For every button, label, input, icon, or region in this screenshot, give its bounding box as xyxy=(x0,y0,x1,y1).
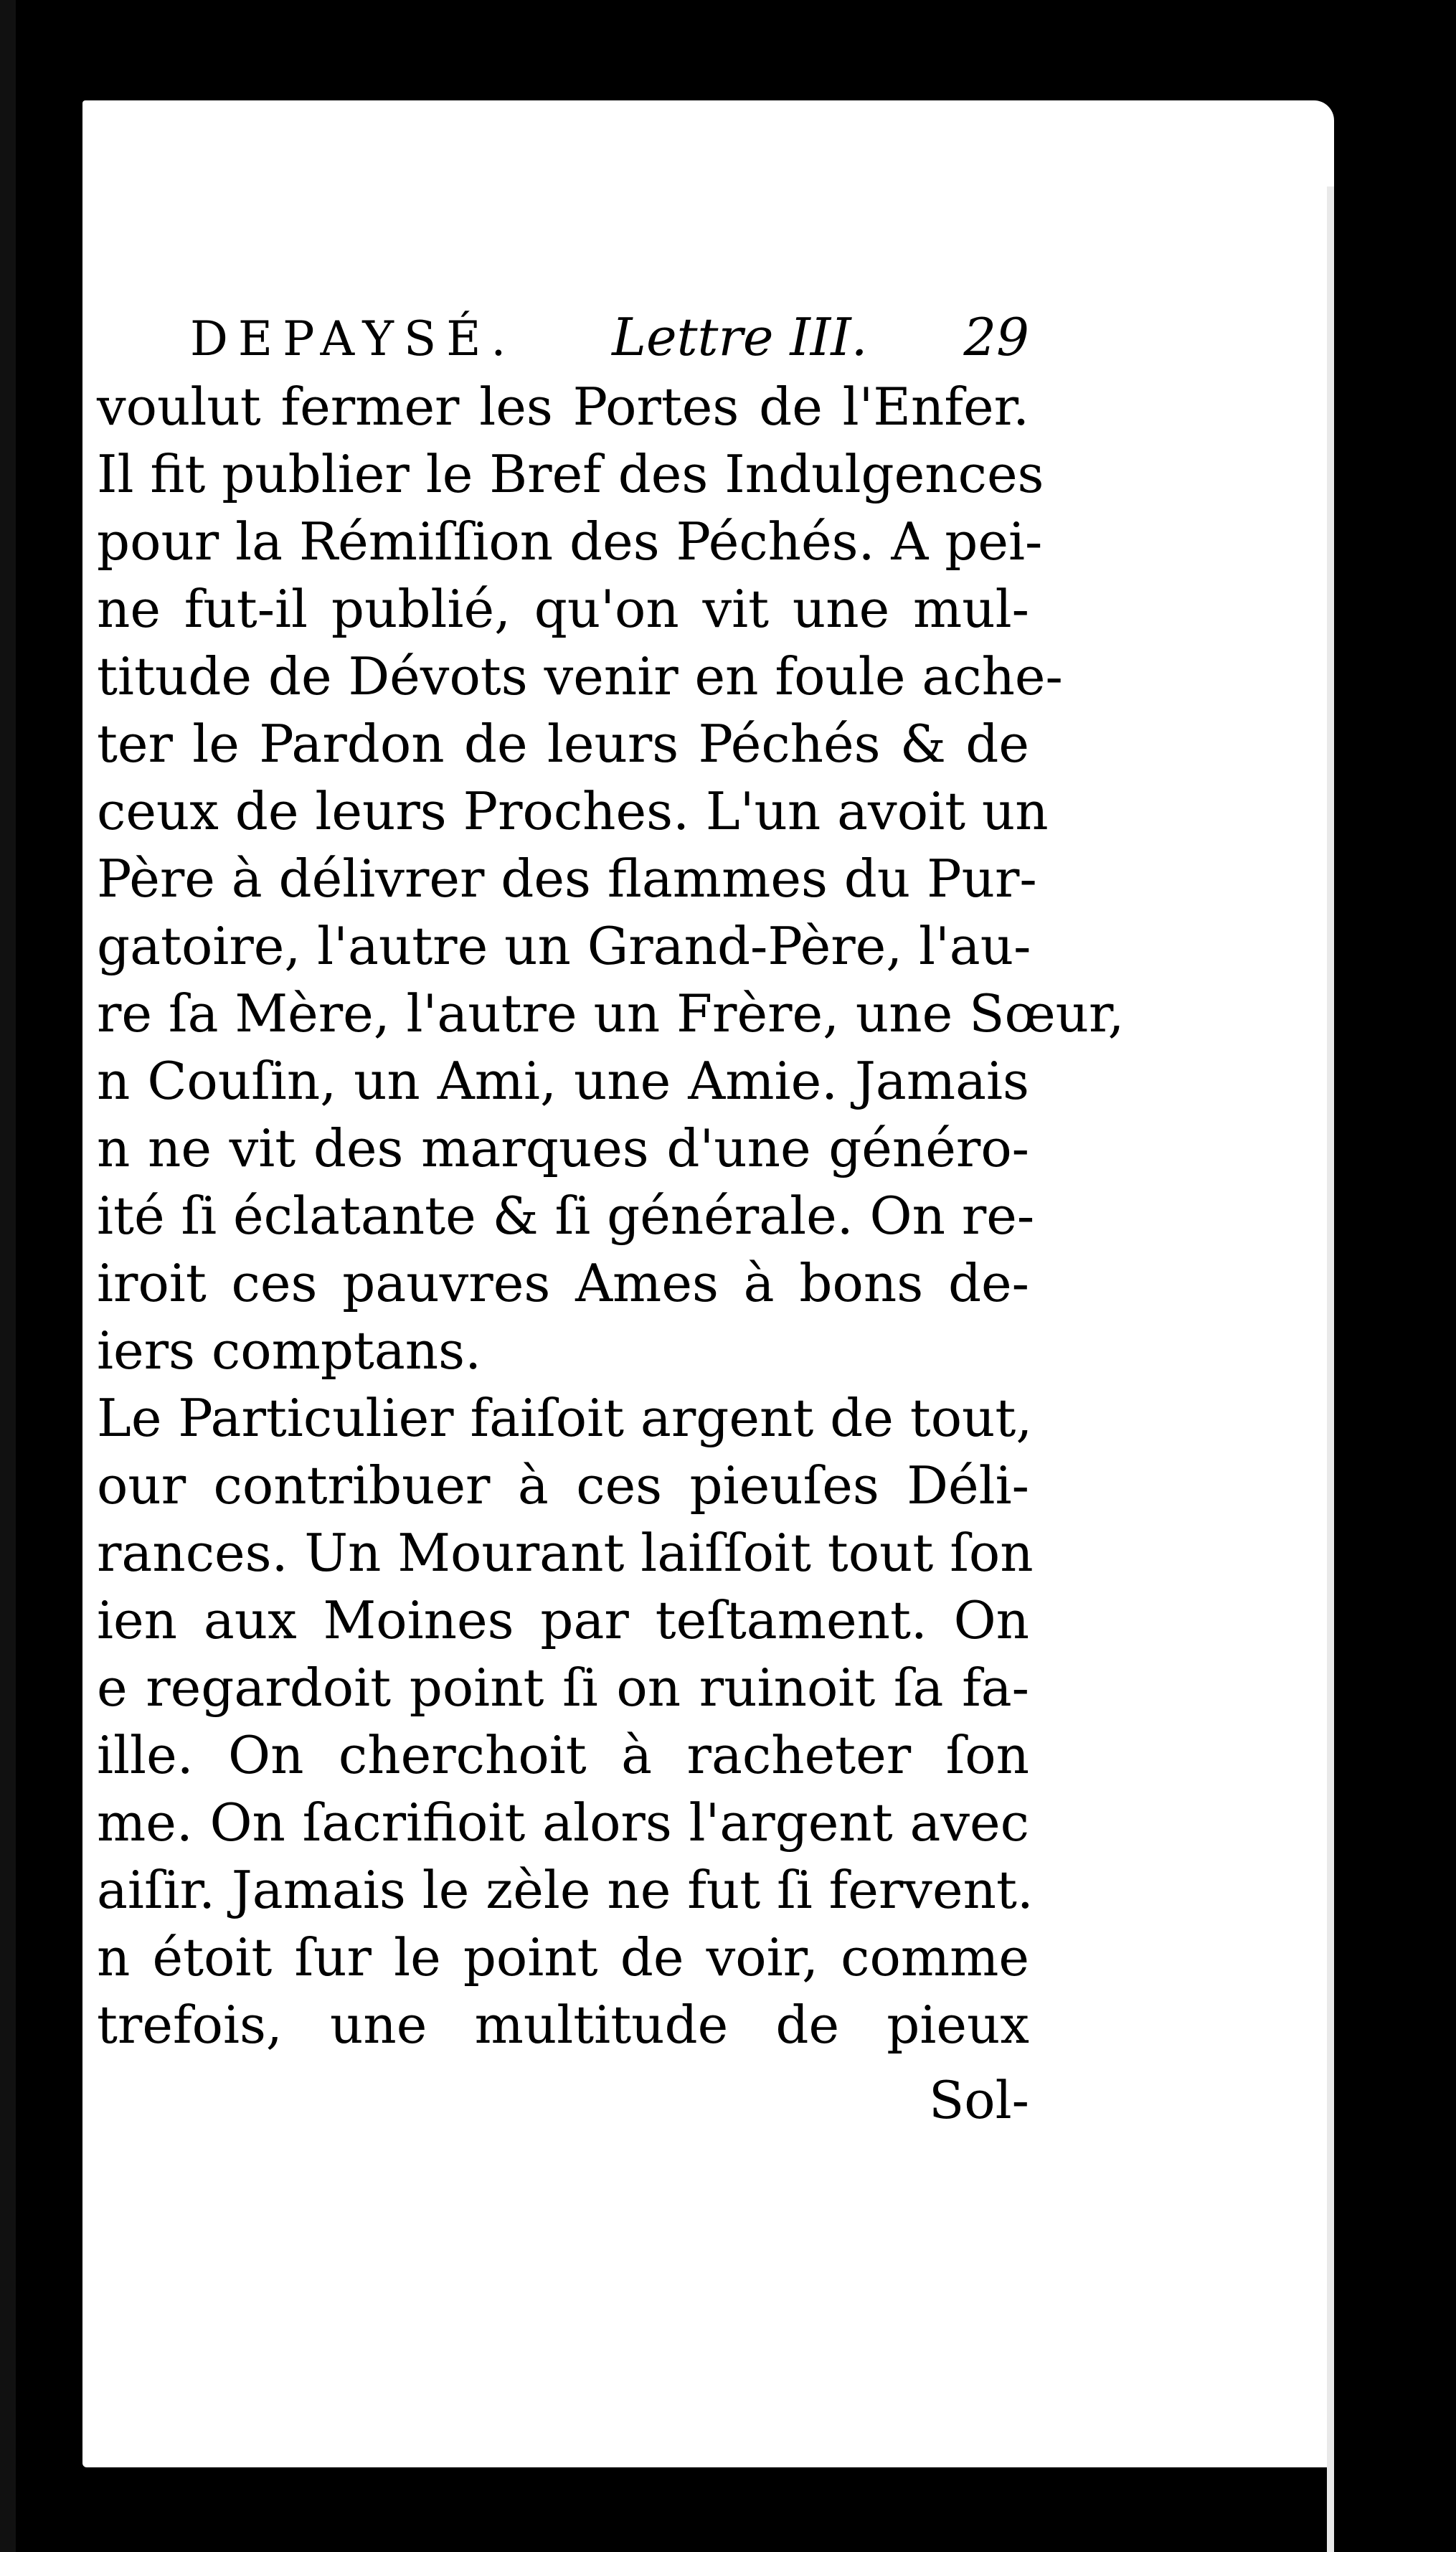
text-line: n étoit ſur le point de voir, comme xyxy=(97,1927,1029,1988)
paragraph-2 xyxy=(97,1384,1034,2059)
page-edge xyxy=(1327,186,1334,2552)
text-line: Père à délivrer des flammes du Pur- xyxy=(97,849,1037,909)
text-line: ien aux Moines par teſtament. On xyxy=(97,1590,1029,1650)
running-header xyxy=(97,301,1029,373)
text-line: voulut fermer les Portes de l'Enfer. xyxy=(97,377,1029,437)
text-line: iroit ces pauvres Ames à bons de- xyxy=(97,1253,1029,1313)
text-line: pour la Rémiſſion des Péchés. A pei- xyxy=(97,511,1043,572)
page-number: 29 xyxy=(963,307,1029,367)
text-line: gatoire, l'autre un Grand-Père, l'au- xyxy=(97,916,1031,976)
letter-reference: Lettre III. xyxy=(612,307,868,367)
text-line: iers comptans. xyxy=(97,1320,481,1381)
text-line: me. On ſacrifioit alors l'argent avec xyxy=(97,1792,1029,1853)
catchword: Sol- xyxy=(928,2070,1029,2130)
text-line: n ne vit des marques d'une généro- xyxy=(97,1118,1029,1178)
text-line: ceux de leurs Proches. L'un avoit un xyxy=(97,781,1049,841)
text-line: re ſa Mère, l'autre un Frère, une Sœur, xyxy=(97,983,1125,1044)
gutter-shadow xyxy=(0,0,16,2552)
text-line: aiſir. Jamais le zèle ne fut ſi fervent. xyxy=(97,1860,1034,1920)
page-text xyxy=(97,301,1125,2136)
text-line: Le Particulier faiſoit argent de tout, xyxy=(97,1388,1033,1448)
text-line: Il fit publier le Bref des Indulgences xyxy=(97,444,1044,504)
text-line: trefois, une multitude de pieux xyxy=(97,1995,1029,2055)
text-line: ter le Pardon de leurs Péchés & de xyxy=(97,714,1029,774)
text-line: titude de Dévots venir en foule ache- xyxy=(97,646,1063,706)
text-line: e regardoit point ſi on ruinoit ſa fa- xyxy=(97,1658,1029,1718)
text-line: ité ſi éclatante & ſi générale. On re- xyxy=(97,1186,1035,1246)
text-line: rances. Un Mourant laiſſoit tout ſon xyxy=(97,1523,1034,1583)
paragraph-1 xyxy=(97,373,1125,1384)
text-line: ille. On cherchoit à racheter ſon xyxy=(97,1725,1029,1785)
text-line: n Couſin, un Ami, une Amie. Jamais xyxy=(97,1051,1029,1111)
running-title: DEPAYSÉ. xyxy=(190,311,516,367)
text-line: our contribuer à ces pieuſes Déli- xyxy=(97,1455,1029,1516)
text-line: ne fut-il publié, qu'on vit une mul- xyxy=(97,579,1029,639)
